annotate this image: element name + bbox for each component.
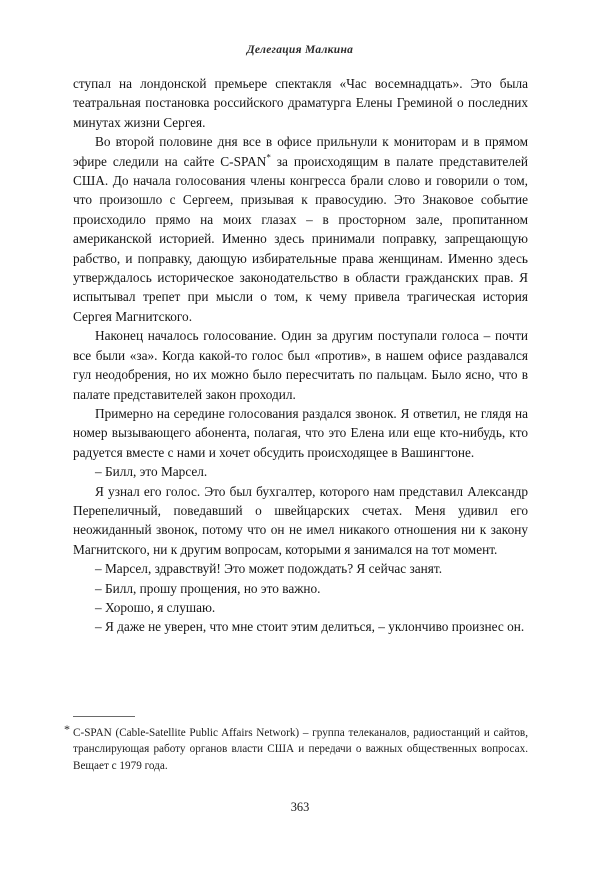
footnote-reference[interactable]: * [266,152,271,163]
footnote-marker: * [64,722,70,736]
footnote-area [64,716,528,774]
paragraph-recognized-voice: Я узнал его голос. Это был бухгалтер, которого нам представил Александр Перепеличный, поведавший о швейцарских счетах. Меня удивил его неожиданный звонок, потому что он не имел никакого отношения ни к закону Магнитского, ни к другим вопросам, которыми я занимался на тот момент. [73,483,528,557]
dialogue-line-5: – Я даже не уверен, что мне стоит этим делиться, – уклончиво произнес он. [95,619,525,635]
footnote-text: C-SPAN (Cable-Satellite Public Affairs Network) – группа телеканалов, радиостанций и сайтов, транслирующая работу органов власти США и передачи о важных общественных вопросах. Вещает с 1979 года. [73,727,528,772]
paragraph-continued: ступал на лондонской премьере спектакля «Час восемнадцать». Это была театральная постановка российского драматурга Елены Греминой о последних минутах жизни Сергея. [73,76,528,130]
paragraph-voting-started: Наконец началось голосование. Один за другим поступали голоса – почти все были «за». Когда какой-то голос был «против», в нашем офисе раздавался гул неодобрения, но их можно было пересчитать по пальцам. Было ясно, что в палате представителей закон проходил. [73,328,528,402]
dialogue-line-3: – Билл, прошу прощения, но это важно. [95,580,321,596]
page-number: 363 [290,800,310,814]
dialogue-line-2: – Марсел, здравствуй! Это может подождать? Я сейчас занят. [95,561,443,577]
paragraph-cspan-vote-part1: Во второй половине дня все в офисе прильнули к мониторам и в прямом эфире следили на сайте C-SPAN [73,134,528,169]
paragraph-phone-call: Примерно на середине голосования раздался звонок. Я ответил, не глядя на номер вызывающего абонента, полагая, что это Елена или еще кто-нибудь, кто радуется вместе с нами и хочет обсудить происходящее в Вашингтоне. [73,405,528,460]
running-head: Делегация Малкина [246,44,354,56]
dialogue-line-1: – Билл, это Марсел. [95,464,208,480]
paragraph-cspan-vote [73,132,528,326]
body-text-column [73,74,528,637]
dialogue-line-4: – Хорошо, я слушаю. [95,599,216,615]
paragraph-cspan-vote-part2: за происходящим в палате представителей США. До начала голосования члены конгресса брали слово и говорили о том, что произошло с Сергеем, призывая к правосудию. Это Знаковое событие происходило прямо на моих глазах – в просторном зале, пропитанном американской историей. Именно здесь принимали поправку, запрещающую рабство, и поправку, дающую избирательные права женщинам. Именно здесь утверждалось историческое законодательство в области гражданских прав. Я испытывал трепет при мысли о том, к чему привела трагическая история Сергея Магнитского. [73,153,528,324]
footnote-divider [73,716,135,717]
footnote-block [64,722,528,774]
